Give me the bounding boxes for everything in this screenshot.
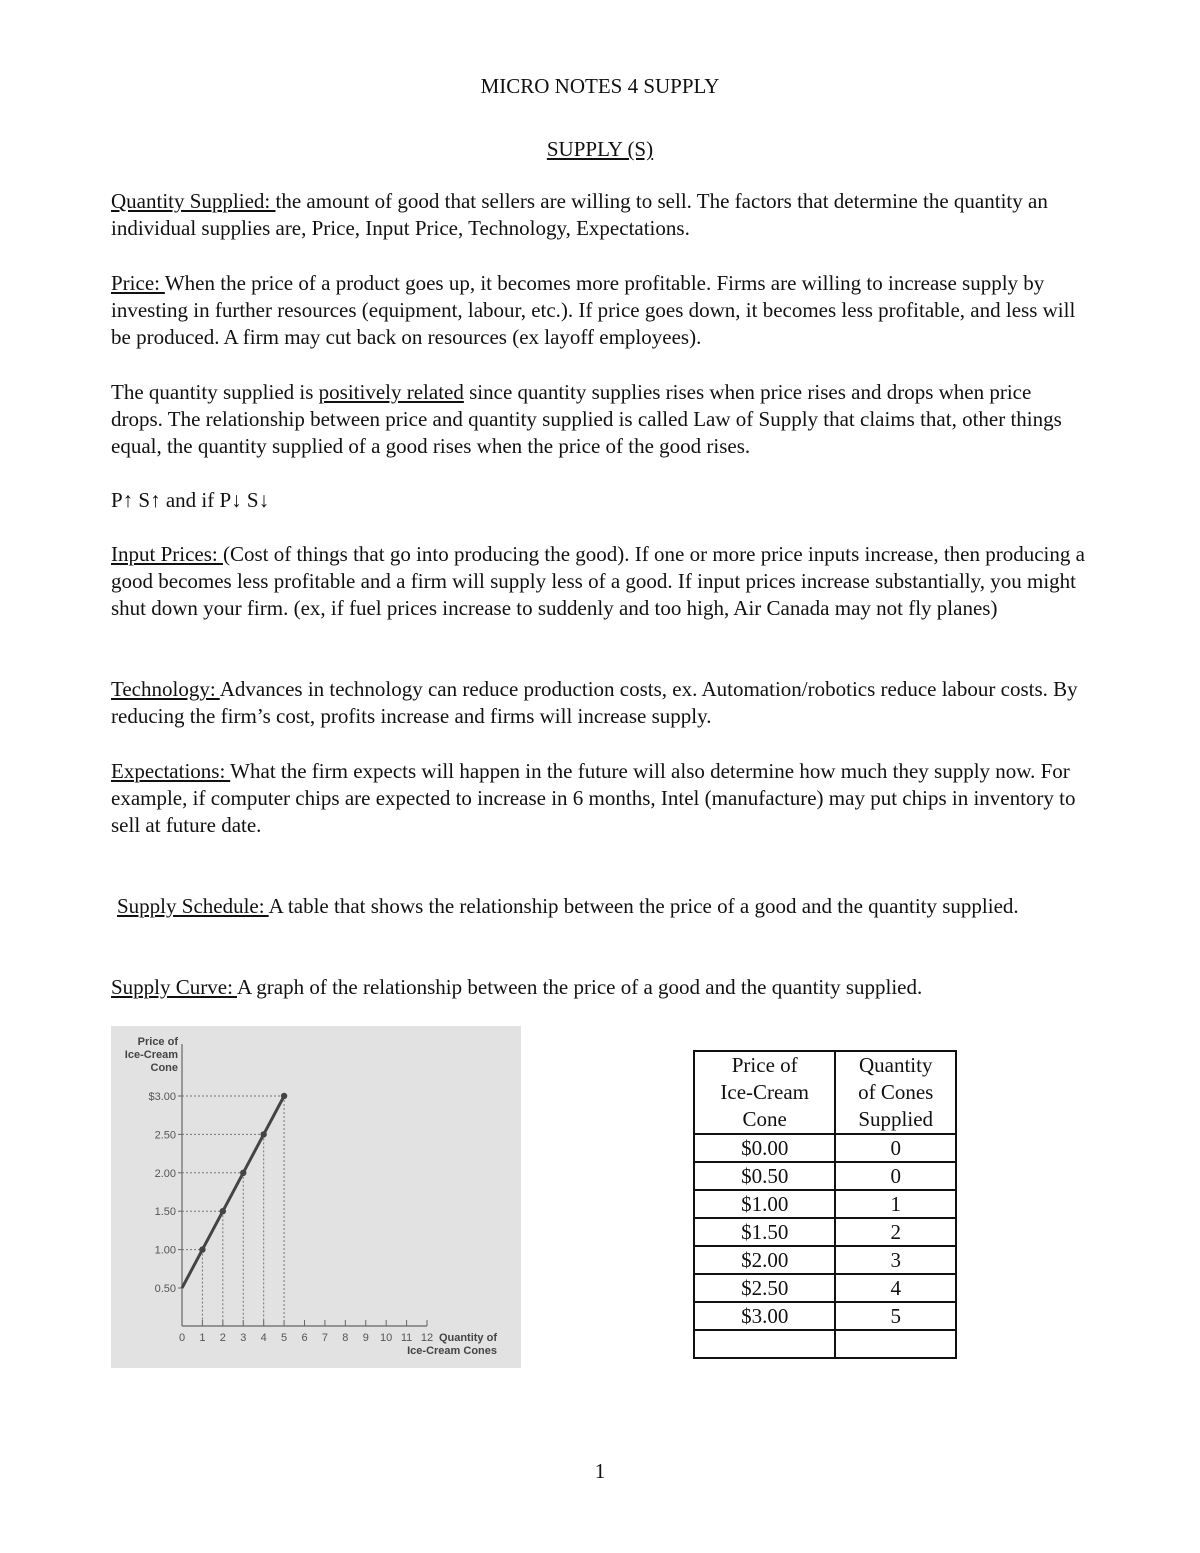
y-axis-title-line: Cone (150, 1062, 178, 1074)
x-tick-label: 1 (199, 1332, 206, 1344)
y-tick-label: 0.50 (154, 1283, 176, 1295)
price-cell: $0.00 (694, 1134, 835, 1162)
x-tick-label: 4 (260, 1332, 267, 1344)
x-tick-label: 10 (380, 1332, 393, 1344)
table-row (694, 1274, 956, 1302)
y-tick-label: 1.50 (154, 1206, 176, 1219)
data-point (260, 1131, 266, 1137)
quantity-cell: 1 (835, 1190, 956, 1218)
quantity-supplied-term: Quantity Supplied: (111, 189, 276, 213)
header-line: Price of (731, 1053, 798, 1077)
x-tick-label: 2 (219, 1332, 226, 1344)
input-prices-text: (Cost of things that go into producing the good). If one or more price inputs increase, then producing a good becomes less profitable and a firm will supply less of a good. If input prices increase substantially, you might shut down your firm. (ex, if fuel prices increase to suddenly and too high, Air Canada may not fly planes) (111, 542, 1085, 621)
supply-curve-term: Supply Curve: (111, 975, 238, 999)
supply-schedule-term: Supply Schedule: (117, 894, 269, 918)
quantity-cell: 4 (835, 1274, 956, 1302)
price-supply-arrows: P↑ S↑ and if P↓ S↓ (111, 488, 270, 512)
quantity-column-header (835, 1051, 956, 1134)
supply-schedule-table (693, 1050, 957, 1359)
table-row (694, 1218, 956, 1246)
x-tick-label: 3 (240, 1332, 247, 1344)
technology-text: Advances in technology can reduce production costs, ex. Automation/robotics reduce labour costs. By reducing the firm’s cost, profits increase and firms will increase supply. (111, 677, 1078, 729)
section-title: SUPPLY (S) (546, 137, 654, 161)
table-row (694, 1190, 956, 1218)
x-tick-label: 6 (301, 1332, 308, 1344)
price-cell: $2.00 (694, 1246, 835, 1274)
quantity-cell: 0 (835, 1162, 956, 1190)
supply-curve-svg (111, 1026, 521, 1368)
supply-curve-text: A graph of the relationship between the price of a good and the quantity supplied. (237, 975, 923, 999)
y-tick-label: 1.00 (154, 1244, 176, 1257)
data-point (220, 1208, 226, 1214)
x-axis-title-line: Quantity of (438, 1332, 497, 1344)
quantity-supplied-text: the amount of good that sellers are willing to sell. The factors that determine the quantity an individual supplies are, Price, Input Price, Technology, Expectations. (111, 189, 1048, 241)
quantity-cell (835, 1330, 956, 1358)
header-line: of Cones (858, 1080, 934, 1104)
x-tick-label: 11 (400, 1332, 413, 1344)
price-text: When the price of a product goes up, it becomes more profitable. Firms are willing to increase supply by investing in further resources (equipment, labour, etc.). If price goes down, it becomes less profitable, and less will be produced. A firm may cut back on resources (ex layoff employees). (111, 271, 1076, 350)
price-cell: $3.00 (694, 1302, 835, 1330)
data-point (199, 1246, 205, 1252)
x-tick-label: 9 (362, 1332, 369, 1344)
x-tick-label: 7 (321, 1332, 328, 1344)
table-row (694, 1246, 956, 1274)
supply-line (182, 1096, 284, 1288)
technology-term: Technology: (111, 677, 220, 701)
expectations-paragraph (111, 758, 1086, 840)
y-axis-title-line: Price of (137, 1036, 178, 1048)
table-row (694, 1302, 956, 1330)
quantity-cell: 5 (835, 1302, 956, 1330)
table-row (694, 1134, 956, 1162)
x-tick-label: 8 (342, 1332, 349, 1344)
positive-relation-paragraph (111, 379, 1086, 461)
header-line: Quantity (858, 1053, 933, 1077)
y-tick-label: 2.50 (154, 1129, 176, 1142)
table-row (694, 1162, 956, 1190)
price-paragraph (111, 270, 1086, 352)
expectations-text: What the firm expects will happen in the future will also determine how much they supply now. For example, if computer chips are expected to increase in 6 months, Intel (manufacture) may put chips in inventory to sell at future date. (111, 759, 1076, 838)
supply-schedule-text: A table that shows the relationship between the price of a good and the quantity supplied. (268, 894, 1019, 918)
supply-curve-paragraph (111, 974, 1086, 1001)
y-axis-title-line: Ice-Cream (124, 1049, 178, 1061)
price-cell: $2.50 (694, 1274, 835, 1302)
supply-schedule-paragraph (111, 893, 1086, 920)
input-prices-term: Input Prices: (111, 542, 223, 566)
quantity-supplied-paragraph (111, 188, 1086, 242)
page-title: MICRO NOTES 4 SUPPLY (480, 74, 720, 98)
price-term: Price: (111, 271, 165, 295)
x-axis-title-line: Ice-Cream Cones (407, 1345, 497, 1357)
quantity-cell: 2 (835, 1218, 956, 1246)
x-tick-label: 12 (420, 1332, 434, 1344)
data-point (281, 1093, 287, 1099)
data-point (240, 1170, 246, 1176)
schedule-header-row (694, 1051, 956, 1134)
price-cell: $1.00 (694, 1190, 835, 1218)
supply-curve-chart (111, 1026, 521, 1368)
header-line: Supplied (858, 1107, 934, 1131)
header-line: Ice-Cream (720, 1080, 810, 1104)
price-cell (694, 1330, 835, 1358)
input-prices-paragraph (111, 541, 1086, 623)
expectations-term: Expectations: (111, 759, 231, 783)
y-tick-label: $3.00 (148, 1091, 176, 1103)
price-cell: $1.50 (694, 1218, 835, 1246)
price-cell: $0.50 (694, 1162, 835, 1190)
quantity-cell: 0 (835, 1134, 956, 1162)
x-tick-label: 0 (178, 1332, 186, 1344)
page-number: 1 (594, 1459, 606, 1483)
technology-paragraph (111, 676, 1086, 730)
positive-relation-before: The quantity supplied is (111, 380, 319, 404)
y-tick-label: 2.00 (154, 1167, 176, 1180)
table-row (694, 1330, 956, 1358)
positive-relation-underlined: positively related (318, 380, 464, 404)
quantity-cell: 3 (835, 1246, 956, 1274)
header-line: Cone (742, 1107, 787, 1131)
price-column-header (694, 1051, 835, 1134)
positive-relation-after: since quantity supplies rises when price rises and drops when price drops. The relationship between price and quantity supplied is called Law of Supply that claims that, other things equal, the quantity supplied of a good rises when the price of the good rises. (111, 380, 1062, 459)
x-tick-label: 5 (281, 1332, 288, 1344)
